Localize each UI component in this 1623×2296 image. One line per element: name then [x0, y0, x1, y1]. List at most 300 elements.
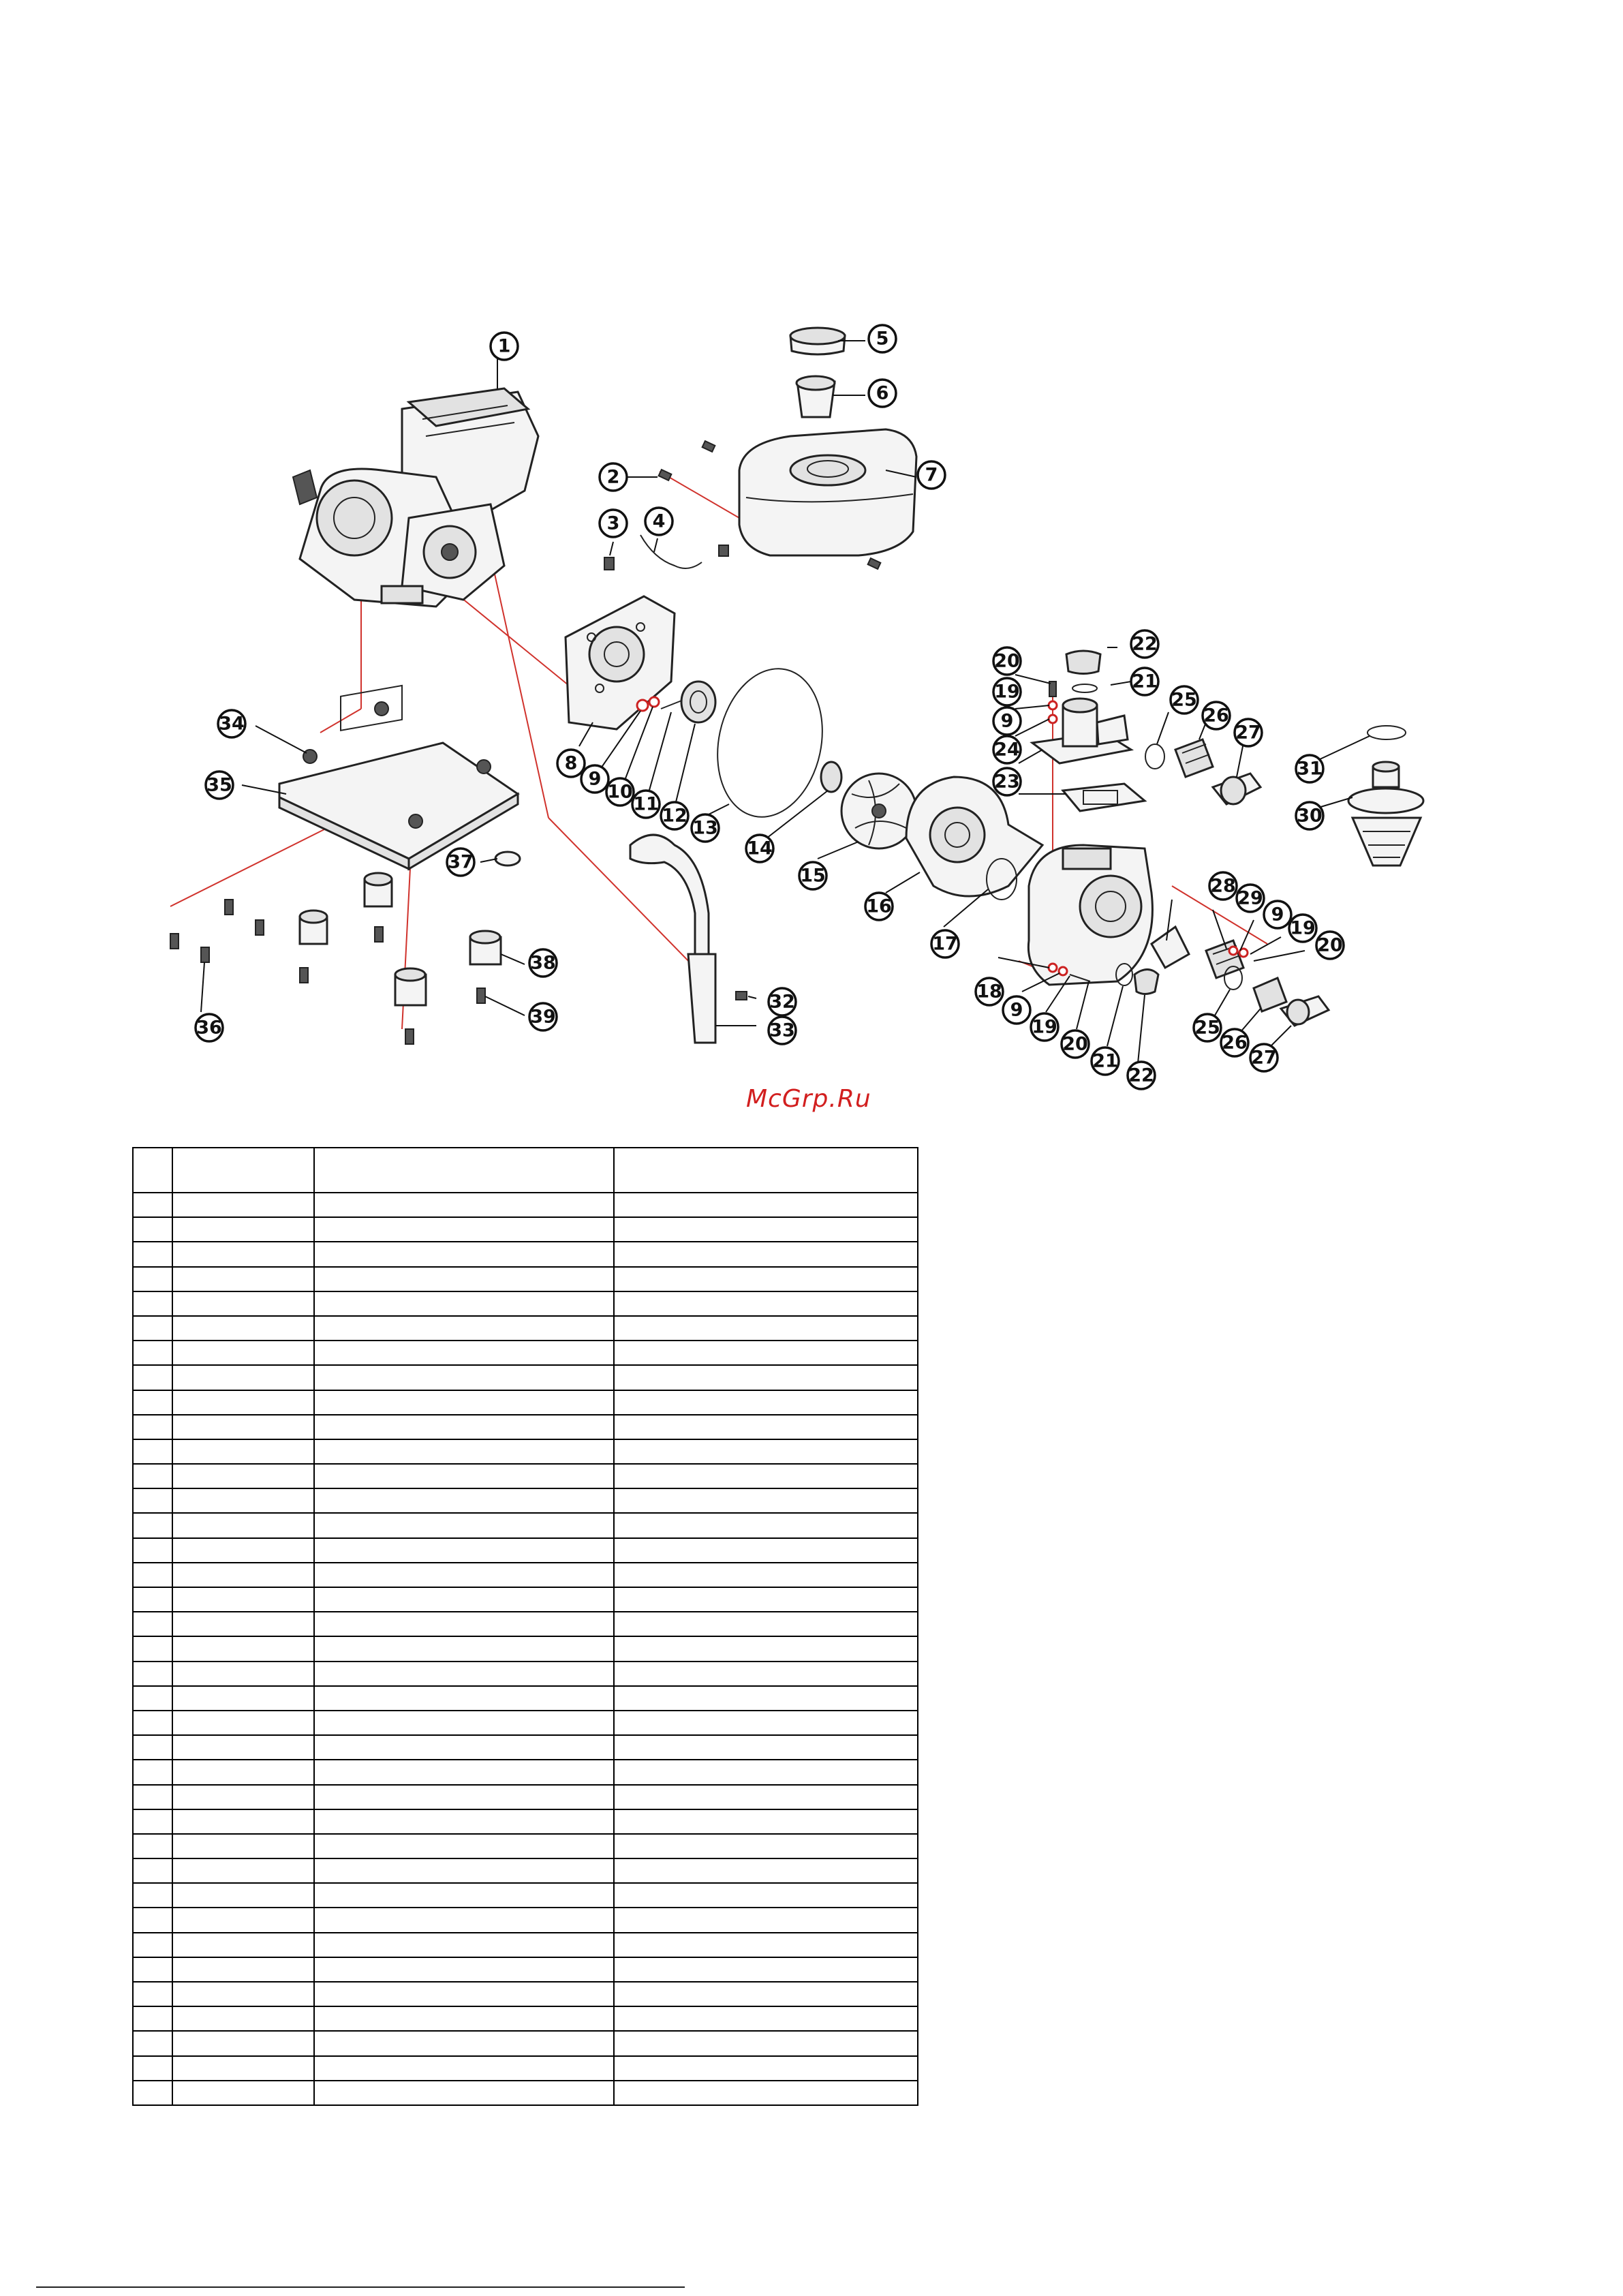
table-cell	[614, 2081, 918, 2105]
svg-text:19: 19	[994, 681, 1020, 703]
o-ring-part	[705, 659, 835, 827]
table-cell	[172, 1686, 314, 1711]
table-cell	[614, 1365, 918, 1390]
table-cell	[172, 1711, 314, 1735]
svg-text:23: 23	[994, 771, 1020, 793]
part-callouts	[196, 325, 1344, 1089]
callout-9	[581, 765, 608, 793]
table-cell	[133, 1217, 172, 1242]
table-cell	[614, 1488, 918, 1513]
callout-20c	[1316, 932, 1344, 959]
table-row	[133, 1464, 918, 1488]
table-cell	[314, 1933, 614, 1957]
table-row	[133, 1933, 918, 1957]
table-cell	[314, 2081, 614, 2105]
parts-list-table	[132, 1147, 918, 2106]
callout-14	[746, 835, 773, 862]
table-cell	[172, 2006, 314, 2031]
table-cell	[614, 1267, 918, 1291]
table-cell	[133, 1858, 172, 1883]
engine-part	[293, 388, 538, 607]
table-cell	[314, 1538, 614, 1563]
table-cell	[314, 2056, 614, 2081]
table-cell	[133, 1365, 172, 1390]
table-cell	[172, 1464, 314, 1488]
table-cell	[314, 1785, 614, 1809]
svg-text:26: 26	[1222, 1032, 1248, 1054]
table-cell	[133, 1908, 172, 1932]
svg-text:26: 26	[1203, 705, 1229, 726]
strainer-parts	[1348, 726, 1423, 866]
table-cell	[133, 1390, 172, 1415]
table-cell	[133, 1612, 172, 1636]
svg-text:12: 12	[662, 805, 687, 827]
svg-text:20: 20	[994, 650, 1020, 672]
table-cell	[314, 1193, 614, 1217]
table-cell	[133, 1982, 172, 2006]
table-cell	[614, 1612, 918, 1636]
svg-text:20: 20	[1317, 934, 1343, 956]
table-cell	[172, 1217, 314, 1242]
table-row	[133, 1488, 918, 1513]
table-cell	[614, 1415, 918, 1439]
table-cell	[172, 1341, 314, 1365]
table-cell	[614, 1662, 918, 1686]
header-cell	[133, 1148, 172, 1193]
header-cell	[614, 1148, 918, 1193]
callout-24	[993, 736, 1021, 763]
table-cell	[614, 2006, 918, 2031]
table-row	[133, 1538, 918, 1563]
table-row	[133, 2081, 918, 2105]
table-cell	[172, 1785, 314, 1809]
table-row	[133, 1316, 918, 1341]
table-header-row	[133, 1148, 918, 1193]
table-cell	[314, 1390, 614, 1415]
table-cell	[133, 1686, 172, 1711]
header-cell	[172, 1148, 314, 1193]
table-cell	[133, 2056, 172, 2081]
table-cell	[314, 1662, 614, 1686]
table-row	[133, 1365, 918, 1390]
callout-15	[799, 862, 826, 889]
callout-22	[1131, 630, 1158, 658]
table-cell	[133, 1933, 172, 1957]
svg-text:22: 22	[1132, 633, 1158, 655]
pump-flange-part	[566, 596, 675, 729]
svg-text:32: 32	[769, 991, 795, 1013]
svg-text:2: 2	[606, 466, 620, 488]
table-cell	[614, 1563, 918, 1587]
svg-text:19: 19	[1032, 1016, 1057, 1038]
table-cell	[172, 1636, 314, 1661]
table-row	[133, 1735, 918, 1760]
table-cell	[614, 1390, 918, 1415]
svg-text:15: 15	[800, 865, 826, 887]
table-cell	[614, 1735, 918, 1760]
callout-5	[869, 325, 896, 352]
svg-text:9: 9	[1271, 904, 1284, 925]
svg-text:25: 25	[1194, 1017, 1220, 1039]
table-cell	[172, 1612, 314, 1636]
svg-text:4: 4	[652, 510, 666, 532]
table-cell	[133, 1439, 172, 1464]
table-cell	[133, 1636, 172, 1661]
table-cell	[614, 1316, 918, 1341]
table-cell	[133, 1242, 172, 1266]
callout-26b	[1221, 1029, 1248, 1056]
table-cell	[314, 2006, 614, 2031]
table-cell	[314, 1464, 614, 1488]
table-cell	[133, 1464, 172, 1488]
svg-text:34: 34	[219, 713, 245, 735]
table-cell	[172, 1242, 314, 1266]
table-cell	[614, 2056, 918, 2081]
table-row	[133, 1686, 918, 1711]
callout-22b	[1128, 1062, 1155, 1089]
table-cell	[172, 1513, 314, 1537]
callout-4	[645, 508, 673, 535]
table-row	[133, 1439, 918, 1464]
table-row	[133, 2006, 918, 2031]
svg-text:8: 8	[564, 752, 578, 774]
table-cell	[614, 1686, 918, 1711]
svg-text:6: 6	[876, 382, 889, 404]
table-row	[133, 1193, 918, 1217]
table-cell	[614, 1809, 918, 1834]
svg-text:9: 9	[1010, 999, 1023, 1021]
table-cell	[614, 1957, 918, 1982]
callout-9b	[1003, 996, 1030, 1024]
callout-6	[869, 380, 896, 407]
table-cell	[314, 1439, 614, 1464]
table-cell	[314, 1217, 614, 1242]
table-row	[133, 1415, 918, 1439]
callout-21	[1131, 668, 1158, 695]
table-row	[133, 2056, 918, 2081]
svg-text:21: 21	[1132, 671, 1158, 692]
table-cell	[172, 1933, 314, 1957]
table-cell	[314, 1834, 614, 1858]
svg-text:19: 19	[1290, 917, 1316, 939]
callout-27	[1235, 719, 1262, 746]
table-cell	[172, 1735, 314, 1760]
svg-text:14: 14	[747, 838, 773, 859]
table-cell	[172, 1415, 314, 1439]
table-cell	[614, 1785, 918, 1809]
table-cell	[314, 1760, 614, 1784]
table-cell	[172, 1957, 314, 1982]
svg-text:27: 27	[1251, 1047, 1277, 1069]
table-cell	[172, 2031, 314, 2055]
svg-text:33: 33	[769, 1020, 795, 1041]
svg-text:39: 39	[530, 1006, 556, 1028]
table-row	[133, 1957, 918, 1982]
callout-33	[769, 1017, 796, 1044]
table-cell	[172, 1834, 314, 1858]
callout-18	[976, 978, 1003, 1005]
table-cell	[172, 1858, 314, 1883]
callout-19b	[1031, 1013, 1058, 1041]
handle-part	[630, 835, 747, 1043]
table-cell	[172, 1760, 314, 1784]
callout-3	[600, 510, 627, 537]
table-cell	[614, 1464, 918, 1488]
table-row	[133, 1809, 918, 1834]
table-cell	[133, 1760, 172, 1784]
table-cell	[614, 1439, 918, 1464]
table-cell	[133, 2006, 172, 2031]
table-cell	[172, 1193, 314, 1217]
table-cell	[172, 1563, 314, 1587]
table-cell	[314, 1563, 614, 1587]
table-cell	[614, 1341, 918, 1365]
svg-text:10: 10	[607, 781, 633, 803]
callout-10	[606, 778, 634, 806]
callout-35	[206, 771, 233, 799]
table-cell	[172, 1982, 314, 2006]
table-cell	[133, 1662, 172, 1686]
svg-text:25: 25	[1171, 689, 1197, 711]
table-cell	[133, 1834, 172, 1858]
callout-25b	[1194, 1014, 1221, 1041]
table-cell	[314, 1636, 614, 1661]
callout-11	[632, 791, 660, 818]
table-cell	[133, 1883, 172, 1908]
svg-text:9: 9	[1000, 710, 1014, 732]
table-cell	[314, 1415, 614, 1439]
table-cell	[314, 1242, 614, 1266]
footer-rule	[36, 2286, 685, 2288]
table-cell	[614, 1217, 918, 1242]
table-cell	[133, 1809, 172, 1834]
table-cell	[133, 1785, 172, 1809]
callout-30	[1296, 802, 1323, 829]
table-row	[133, 1612, 918, 1636]
table-cell	[133, 1415, 172, 1439]
table-cell	[172, 1809, 314, 1834]
svg-text:29: 29	[1237, 887, 1263, 909]
table-cell	[314, 1686, 614, 1711]
inlet-elbow-parts	[1032, 651, 1145, 811]
table-cell	[133, 1316, 172, 1341]
table-cell	[133, 1538, 172, 1563]
callout-16	[865, 893, 893, 920]
table-row	[133, 1587, 918, 1612]
volute-part	[906, 777, 1042, 896]
table-cell	[614, 1587, 918, 1612]
table-cell	[172, 2056, 314, 2081]
table-cell	[314, 1513, 614, 1537]
table-cell	[314, 1858, 614, 1883]
callout-20	[993, 647, 1021, 675]
table-cell	[133, 1513, 172, 1537]
svg-text:38: 38	[530, 952, 556, 974]
table-cell	[172, 1267, 314, 1291]
callout-37	[447, 848, 474, 876]
svg-text:18: 18	[976, 981, 1002, 1002]
svg-text:7: 7	[925, 464, 938, 486]
table-cell	[314, 1316, 614, 1341]
callout-36	[196, 1014, 223, 1041]
table-cell	[133, 2081, 172, 2105]
table-cell	[133, 2031, 172, 2055]
table-cell	[614, 1242, 918, 1266]
table-cell	[314, 1488, 614, 1513]
pump-housing-part	[1028, 845, 1152, 985]
table-cell	[133, 1735, 172, 1760]
table-cell	[614, 1760, 918, 1784]
callout-1	[491, 333, 518, 360]
table-row	[133, 1760, 918, 1784]
svg-text:5: 5	[876, 328, 889, 350]
table-cell	[133, 1587, 172, 1612]
callout-25	[1171, 686, 1198, 714]
table-cell	[133, 1488, 172, 1513]
svg-text:27: 27	[1235, 722, 1261, 744]
table-cell	[614, 1636, 918, 1661]
table-cell	[172, 1908, 314, 1932]
callout-31	[1296, 755, 1323, 782]
table-cell	[614, 1538, 918, 1563]
callout-20b	[1062, 1030, 1089, 1058]
watermark-text: McGrp.Ru	[746, 1085, 871, 1113]
table-cell	[614, 1883, 918, 1908]
callout-9c	[993, 707, 1021, 735]
svg-text:30: 30	[1297, 805, 1323, 827]
table-row	[133, 1834, 918, 1858]
table-row	[133, 1341, 918, 1365]
table-cell	[172, 2081, 314, 2105]
mech-seal-part	[821, 762, 841, 792]
svg-text:37: 37	[448, 851, 474, 873]
table-cell	[314, 1612, 614, 1636]
table-cell	[314, 1341, 614, 1365]
svg-text:31: 31	[1297, 758, 1323, 780]
table-cell	[614, 2031, 918, 2055]
callout-7	[918, 461, 945, 489]
table-cell	[614, 1834, 918, 1858]
svg-text:20: 20	[1062, 1033, 1088, 1055]
table-row	[133, 1883, 918, 1908]
callout-38	[529, 949, 557, 977]
svg-text:13: 13	[692, 817, 718, 839]
svg-text:3: 3	[606, 512, 620, 534]
table-cell	[614, 1513, 918, 1537]
callout-8	[557, 750, 585, 777]
table-cell	[172, 1439, 314, 1464]
table-row	[133, 2031, 918, 2055]
fuel-tank-part	[739, 328, 916, 555]
table-row	[133, 1390, 918, 1415]
table-cell	[172, 1291, 314, 1316]
table-cell	[614, 1933, 918, 1957]
callout-23	[993, 768, 1021, 795]
callout-17	[931, 930, 959, 958]
svg-text:36: 36	[196, 1017, 222, 1039]
table-cell	[133, 1711, 172, 1735]
table-cell	[314, 1587, 614, 1612]
table-cell	[133, 1957, 172, 1982]
callout-28	[1209, 872, 1237, 900]
callout-27b	[1250, 1044, 1278, 1071]
header-cell	[314, 1148, 614, 1193]
svg-text:22: 22	[1128, 1065, 1154, 1086]
base-plate-part	[279, 686, 518, 869]
svg-text:1: 1	[497, 335, 511, 357]
table-row	[133, 1563, 918, 1587]
callout-34	[218, 710, 245, 737]
table-cell	[314, 1908, 614, 1932]
callout-2	[600, 463, 627, 491]
table-cell	[314, 2031, 614, 2055]
table-cell	[133, 1563, 172, 1587]
table-row	[133, 1711, 918, 1735]
callout-26	[1203, 702, 1230, 729]
table-row	[133, 1858, 918, 1883]
svg-text:24: 24	[994, 739, 1020, 761]
table-cell	[172, 1587, 314, 1612]
callout-21b	[1092, 1047, 1119, 1075]
table-cell	[314, 1809, 614, 1834]
table-cell	[314, 1365, 614, 1390]
table-cell	[133, 1193, 172, 1217]
table-cell	[614, 1193, 918, 1217]
table-cell	[614, 1982, 918, 2006]
table-cell	[314, 1883, 614, 1908]
callout-19c	[1289, 915, 1316, 942]
table-cell	[172, 1316, 314, 1341]
svg-text:21: 21	[1092, 1050, 1118, 1072]
table-row	[133, 1785, 918, 1809]
svg-text:16: 16	[866, 896, 892, 917]
table-row	[133, 1242, 918, 1266]
svg-text:11: 11	[633, 793, 659, 815]
table-cell	[314, 1267, 614, 1291]
table-cell	[614, 1858, 918, 1883]
table-cell	[614, 1291, 918, 1316]
svg-text:28: 28	[1210, 875, 1236, 897]
table-cell	[133, 1267, 172, 1291]
callout-29	[1237, 885, 1264, 912]
exploded-parts-diagram	[0, 0, 1623, 1124]
svg-text:17: 17	[932, 933, 958, 955]
table-cell	[172, 1662, 314, 1686]
callout-39	[529, 1003, 557, 1030]
table-cell	[133, 1341, 172, 1365]
table-cell	[314, 1711, 614, 1735]
table-row	[133, 1217, 918, 1242]
callout-13	[692, 814, 719, 842]
callout-12	[661, 802, 688, 829]
table-cell	[133, 1291, 172, 1316]
impeller-part	[841, 774, 916, 848]
table-row	[133, 1662, 918, 1686]
table-row	[133, 1267, 918, 1291]
table-cell	[614, 1908, 918, 1932]
table-cell	[172, 1390, 314, 1415]
table-cell	[172, 1883, 314, 1908]
table-row	[133, 1908, 918, 1932]
table-body	[133, 1193, 918, 2105]
table-cell	[314, 1735, 614, 1760]
table-row	[133, 1982, 918, 2006]
table-cell	[172, 1365, 314, 1390]
table-cell	[172, 1488, 314, 1513]
table-cell	[314, 1982, 614, 2006]
callout-19	[993, 678, 1021, 705]
table-row	[133, 1513, 918, 1537]
